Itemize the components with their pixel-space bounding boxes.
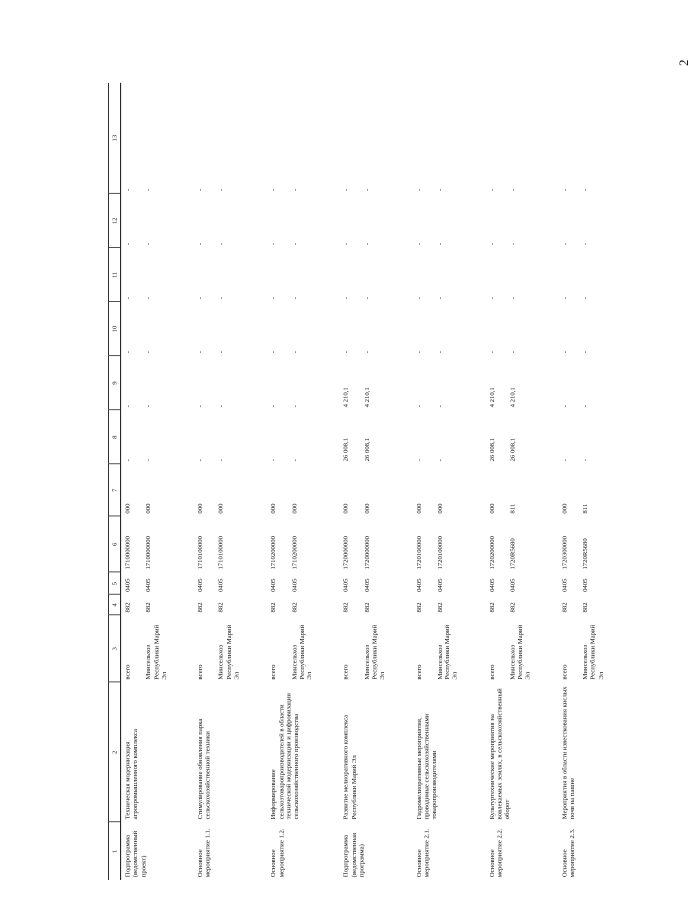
cell-col-13 bbox=[485, 83, 558, 194]
cell-value: - bbox=[144, 459, 153, 462]
column-number-7: 7 bbox=[108, 464, 120, 516]
cell-value: - bbox=[196, 351, 205, 354]
cell-value: - bbox=[144, 296, 153, 300]
cell-value: - bbox=[581, 188, 590, 192]
cell-col-4 bbox=[412, 595, 485, 616]
cell-value: - bbox=[123, 188, 132, 192]
cell-value: всего bbox=[123, 664, 132, 680]
cell-value: 1720200000 bbox=[488, 536, 496, 570]
cell-value: - bbox=[144, 188, 153, 192]
cell-col-2: Информирование сельхозтоваропроизводителей в области технической модернизации и цифровизации сельскохозяйственного производства bbox=[269, 693, 301, 820]
cell-col-4 bbox=[485, 595, 558, 616]
column-number-1: 1 bbox=[108, 822, 120, 880]
cell-col-10 bbox=[267, 302, 340, 356]
cell-col-6 bbox=[558, 516, 631, 572]
cell-value: - bbox=[415, 459, 423, 462]
cell-value: - bbox=[363, 242, 371, 246]
cell-value: 0405 bbox=[488, 578, 496, 592]
cell-value: - bbox=[415, 405, 423, 408]
table-row bbox=[485, 83, 558, 880]
cell-value: 882 bbox=[435, 602, 444, 613]
column-number-5: 5 bbox=[108, 572, 120, 594]
table-row bbox=[558, 83, 631, 880]
cell-value: 1720000000 bbox=[342, 536, 350, 570]
column-number-4: 4 bbox=[108, 595, 120, 616]
cell-value: 000 bbox=[217, 503, 225, 514]
cell-col-4 bbox=[121, 595, 194, 616]
cell-value: 0405 bbox=[290, 578, 298, 592]
cell-value: - bbox=[196, 242, 205, 246]
cell-value: 0405 bbox=[144, 578, 153, 592]
column-number-8: 8 bbox=[108, 410, 120, 464]
cell-value: - bbox=[342, 351, 350, 354]
cell-col-7 bbox=[267, 464, 340, 516]
cell-col-1: Подпрограмма (ведомственный проект) bbox=[123, 830, 147, 878]
cell-col-5 bbox=[412, 572, 485, 594]
cell-value: 0405 bbox=[196, 578, 205, 592]
cell-col-1: Подпрограмма (ведомственная программа) bbox=[342, 832, 366, 878]
cell-value: 26 008,1 bbox=[508, 437, 517, 462]
column-number-13: 13 bbox=[108, 83, 120, 194]
cell-value: 0405 bbox=[123, 578, 132, 592]
cell-value: всего bbox=[415, 664, 423, 680]
cell-value: 1710100000 bbox=[196, 536, 205, 570]
cell-value: 000 bbox=[415, 503, 423, 514]
cell-value: Минсельхоз Республики Марий Эл bbox=[508, 624, 532, 680]
cell-value: - bbox=[290, 242, 298, 246]
cell-value: 882 bbox=[290, 602, 298, 613]
cell-value: 1720100000 bbox=[415, 536, 423, 570]
column-number-row bbox=[108, 83, 120, 880]
cell-value: Минсельхоз Республики Марий Эл bbox=[290, 624, 314, 680]
cell-col-6 bbox=[340, 516, 413, 572]
cell-col-8 bbox=[485, 410, 558, 464]
cell-value: 4 210,1 bbox=[363, 387, 371, 408]
cell-value: - bbox=[435, 405, 444, 408]
cell-value: 811 bbox=[581, 503, 590, 514]
cell-value: - bbox=[217, 296, 225, 300]
cell-col-2: Гидромелиоративные мероприятия, проводимые сельскохозяйственными товаропроизводителями bbox=[415, 713, 439, 820]
cell-value: всего bbox=[269, 664, 277, 680]
cell-value: 4 210,1 bbox=[488, 387, 496, 408]
cell-col-10 bbox=[558, 302, 631, 356]
column-number-2: 2 bbox=[108, 682, 120, 822]
cell-value: - bbox=[560, 296, 569, 300]
cell-col-7 bbox=[558, 464, 631, 516]
cell-value: 0405 bbox=[560, 578, 569, 592]
column-number-10: 10 bbox=[108, 302, 120, 356]
cell-value: 882 bbox=[488, 602, 496, 613]
cell-value: - bbox=[290, 188, 298, 192]
cell-value: 4 210,1 bbox=[508, 387, 517, 408]
cell-value: - bbox=[290, 296, 298, 300]
cell-col-9 bbox=[267, 356, 340, 410]
cell-col-2: Развитие мелиоративного комплекса Республики Марий Эл bbox=[342, 714, 358, 820]
cell-col-5 bbox=[121, 572, 194, 594]
cell-value: 882 bbox=[581, 602, 590, 613]
cell-value: 4 210,1 bbox=[342, 387, 350, 408]
cell-value: 000 bbox=[123, 503, 132, 514]
cell-value: - bbox=[290, 405, 298, 408]
cell-col-13 bbox=[340, 83, 413, 194]
table-row bbox=[412, 83, 485, 880]
cell-col-9 bbox=[412, 356, 485, 410]
cell-value: 1720300000 bbox=[560, 536, 569, 570]
cell-col-2: Стимулирование обновления парка сельскохозяйственной техники bbox=[196, 718, 212, 820]
cell-value: - bbox=[581, 242, 590, 246]
cell-value: 000 bbox=[144, 503, 153, 514]
cell-value: 1720100000 bbox=[435, 536, 444, 570]
cell-col-13 bbox=[558, 83, 631, 194]
cell-col-5 bbox=[267, 572, 340, 594]
cell-value: - bbox=[435, 351, 444, 354]
cell-value: - bbox=[560, 459, 569, 462]
cell-col-10 bbox=[194, 302, 267, 356]
cell-value: - bbox=[363, 296, 371, 300]
cell-value: - bbox=[217, 459, 225, 462]
cell-value: 882 bbox=[217, 602, 225, 613]
cell-value: - bbox=[123, 459, 132, 462]
cell-value: 882 bbox=[415, 602, 423, 613]
cell-col-8 bbox=[558, 410, 631, 464]
cell-value: 882 bbox=[560, 602, 569, 613]
cell-col-3 bbox=[412, 615, 485, 682]
cell-value: 1720R5680 bbox=[508, 538, 517, 570]
cell-value: 882 bbox=[196, 602, 205, 613]
cell-value: - bbox=[435, 188, 444, 192]
cell-value: 0405 bbox=[363, 578, 371, 592]
cell-value: 0405 bbox=[342, 578, 350, 592]
cell-value: Минсельхоз Республики Марий Эл bbox=[363, 624, 387, 680]
budget-table-sheet bbox=[108, 83, 605, 880]
cell-value: 0405 bbox=[269, 578, 277, 592]
cell-value: всего bbox=[342, 664, 350, 680]
budget-table bbox=[108, 83, 631, 880]
cell-value: - bbox=[363, 351, 371, 354]
cell-col-10 bbox=[412, 302, 485, 356]
cell-value: 882 bbox=[508, 602, 517, 613]
cell-col-7 bbox=[412, 464, 485, 516]
cell-value: 882 bbox=[123, 602, 132, 613]
cell-col-1: Основное мероприятие 2.3. bbox=[560, 828, 577, 878]
cell-col-3 bbox=[194, 615, 267, 682]
cell-col-11 bbox=[558, 248, 631, 302]
cell-col-1: Основное мероприятие 1.2. bbox=[269, 828, 285, 878]
cell-value: 882 bbox=[342, 602, 350, 613]
cell-col-7 bbox=[485, 464, 558, 516]
cell-col-2: Техническая модернизация агропромышленного комплекса bbox=[123, 729, 140, 820]
cell-value: 1710200000 bbox=[269, 536, 277, 570]
cell-value: 000 bbox=[269, 503, 277, 514]
cell-col-6 bbox=[412, 516, 485, 572]
cell-value: - bbox=[123, 242, 132, 246]
cell-col-8 bbox=[194, 410, 267, 464]
cell-col-9 bbox=[558, 356, 631, 410]
cell-value: - bbox=[415, 351, 423, 354]
cell-value: - bbox=[508, 351, 517, 354]
cell-value: 1710000000 bbox=[144, 536, 153, 570]
cell-value: - bbox=[217, 351, 225, 354]
cell-value: - bbox=[488, 188, 496, 192]
cell-value: - bbox=[363, 188, 371, 192]
cell-col-8 bbox=[412, 410, 485, 464]
cell-value: - bbox=[415, 296, 423, 300]
cell-col-11 bbox=[267, 248, 340, 302]
cell-col-7 bbox=[194, 464, 267, 516]
cell-col-11 bbox=[121, 248, 194, 302]
cell-value: - bbox=[488, 351, 496, 354]
column-number-11: 11 bbox=[108, 248, 120, 302]
cell-col-3 bbox=[558, 615, 631, 682]
cell-col-13 bbox=[267, 83, 340, 194]
cell-col-5 bbox=[558, 572, 631, 594]
cell-value: - bbox=[123, 296, 132, 300]
cell-value: - bbox=[488, 242, 496, 246]
cell-col-8 bbox=[340, 410, 413, 464]
cell-col-9 bbox=[485, 356, 558, 410]
cell-col-3 bbox=[121, 615, 194, 682]
cell-col-6 bbox=[267, 516, 340, 572]
cell-col-2: Мероприятия в области известкования кислых почв на пашне bbox=[560, 686, 577, 820]
cell-col-6 bbox=[121, 516, 194, 572]
table-row bbox=[194, 83, 267, 880]
cell-value: - bbox=[123, 351, 132, 354]
cell-value: - bbox=[435, 242, 444, 246]
cell-value: 000 bbox=[560, 503, 569, 514]
cell-col-6 bbox=[485, 516, 558, 572]
cell-value: - bbox=[435, 459, 444, 462]
cell-col-11 bbox=[412, 248, 485, 302]
cell-value: - bbox=[581, 296, 590, 300]
cell-col-9 bbox=[194, 356, 267, 410]
cell-value: - bbox=[508, 296, 517, 300]
cell-value: - bbox=[144, 242, 153, 246]
cell-value: - bbox=[269, 188, 277, 192]
cell-col-8 bbox=[267, 410, 340, 464]
cell-col-5 bbox=[194, 572, 267, 594]
cell-value: - bbox=[415, 188, 423, 192]
cell-col-12 bbox=[267, 194, 340, 248]
cell-value: - bbox=[196, 459, 205, 462]
cell-value: 1710000000 bbox=[123, 536, 132, 570]
page-number: 2 bbox=[676, 59, 691, 66]
cell-col-10 bbox=[340, 302, 413, 356]
cell-col-13 bbox=[194, 83, 267, 194]
cell-value: - bbox=[290, 351, 298, 354]
cell-value: всего bbox=[196, 664, 205, 680]
cell-value: - bbox=[290, 459, 298, 462]
cell-value: 26 008,1 bbox=[342, 437, 350, 462]
cell-col-7 bbox=[340, 464, 413, 516]
cell-col-11 bbox=[340, 248, 413, 302]
cell-col-13 bbox=[412, 83, 485, 194]
cell-col-2: Культуртехнические мероприятия на вовлекаемых землях, в сельскохозяйственный оборот bbox=[488, 688, 511, 820]
cell-value: - bbox=[269, 242, 277, 246]
cell-value: 000 bbox=[290, 503, 298, 514]
cell-value: - bbox=[581, 459, 590, 462]
table-row bbox=[340, 83, 413, 880]
cell-value: - bbox=[560, 242, 569, 246]
cell-value: - bbox=[415, 242, 423, 246]
cell-value: 882 bbox=[269, 602, 277, 613]
cell-value: 882 bbox=[144, 602, 153, 613]
cell-col-8 bbox=[121, 410, 194, 464]
cell-value: 0405 bbox=[581, 578, 590, 592]
cell-value: Минсельхоз Республики Марий Эл bbox=[435, 624, 459, 680]
cell-value: 1720R5680 bbox=[581, 538, 590, 570]
cell-col-5 bbox=[485, 572, 558, 594]
cell-col-12 bbox=[194, 194, 267, 248]
cell-col-1: Основное мероприятие 1.1. bbox=[196, 828, 212, 878]
column-number-9: 9 bbox=[108, 356, 120, 410]
cell-value: всего bbox=[560, 664, 569, 680]
cell-col-11 bbox=[194, 248, 267, 302]
cell-value: 26 008,1 bbox=[488, 437, 496, 462]
cell-value: 1710100000 bbox=[217, 536, 225, 570]
cell-value: 000 bbox=[363, 503, 371, 514]
table-row bbox=[267, 83, 340, 880]
column-number-3: 3 bbox=[108, 615, 120, 682]
cell-col-12 bbox=[485, 194, 558, 248]
cell-value: - bbox=[581, 405, 590, 408]
cell-value: - bbox=[144, 405, 153, 408]
cell-value: всего bbox=[488, 664, 496, 680]
cell-value: - bbox=[269, 405, 277, 408]
cell-col-3 bbox=[485, 615, 558, 682]
cell-col-7 bbox=[121, 464, 194, 516]
cell-value: Минсельхоз Республики Марий Эл bbox=[217, 624, 241, 680]
cell-col-13 bbox=[121, 83, 194, 194]
cell-value: - bbox=[435, 296, 444, 300]
cell-value: - bbox=[217, 188, 225, 192]
cell-value: 0405 bbox=[415, 578, 423, 592]
cell-value: 1720000000 bbox=[363, 536, 371, 570]
cell-value: - bbox=[269, 459, 277, 462]
cell-value: - bbox=[196, 188, 205, 192]
cell-col-9 bbox=[340, 356, 413, 410]
cell-value: 1710200000 bbox=[290, 536, 298, 570]
cell-col-4 bbox=[340, 595, 413, 616]
cell-value: - bbox=[342, 242, 350, 246]
cell-col-12 bbox=[412, 194, 485, 248]
cell-col-1: Основное мероприятие 2.1. bbox=[415, 828, 431, 878]
cell-col-4 bbox=[194, 595, 267, 616]
cell-value: - bbox=[217, 242, 225, 246]
cell-value: 882 bbox=[363, 602, 371, 613]
cell-value: - bbox=[269, 296, 277, 300]
cell-col-3 bbox=[267, 615, 340, 682]
cell-value: Минсельхоз Республики Марий Эл bbox=[581, 624, 605, 680]
cell-value: 000 bbox=[342, 503, 350, 514]
cell-value: 000 bbox=[435, 503, 444, 514]
column-number-12: 12 bbox=[108, 194, 120, 248]
cell-value: 000 bbox=[488, 503, 496, 514]
cell-value: 0405 bbox=[217, 578, 225, 592]
cell-col-12 bbox=[340, 194, 413, 248]
cell-value: - bbox=[560, 405, 569, 408]
cell-value: 0405 bbox=[435, 578, 444, 592]
cell-value: - bbox=[144, 351, 153, 354]
cell-value: 26 008,1 bbox=[363, 437, 371, 462]
cell-col-10 bbox=[485, 302, 558, 356]
cell-col-4 bbox=[558, 595, 631, 616]
cell-value: - bbox=[488, 296, 496, 300]
cell-value: 0405 bbox=[508, 578, 517, 592]
cell-value: - bbox=[217, 405, 225, 408]
cell-value: 811 bbox=[508, 503, 517, 514]
cell-value: - bbox=[508, 242, 517, 246]
column-number-6: 6 bbox=[108, 516, 120, 572]
cell-value: - bbox=[508, 188, 517, 192]
table-body bbox=[121, 83, 631, 880]
cell-col-6 bbox=[194, 516, 267, 572]
cell-col-3 bbox=[340, 615, 413, 682]
cell-value: Минсельхоз Республики Марий Эл bbox=[144, 624, 168, 680]
cell-value: - bbox=[342, 296, 350, 300]
cell-value: - bbox=[123, 405, 132, 408]
table-row bbox=[121, 83, 194, 880]
cell-col-5 bbox=[340, 572, 413, 594]
cell-value: - bbox=[196, 405, 205, 408]
cell-value: - bbox=[560, 188, 569, 192]
cell-value: - bbox=[196, 296, 205, 300]
cell-col-1: Основное мероприятие 2.2. bbox=[488, 828, 504, 878]
cell-col-11 bbox=[485, 248, 558, 302]
cell-value: - bbox=[581, 351, 590, 354]
cell-value: - bbox=[269, 351, 277, 354]
cell-col-12 bbox=[121, 194, 194, 248]
cell-value: 000 bbox=[196, 503, 205, 514]
cell-col-12 bbox=[558, 194, 631, 248]
cell-col-9 bbox=[121, 356, 194, 410]
cell-col-4 bbox=[267, 595, 340, 616]
cell-value: - bbox=[560, 351, 569, 354]
cell-col-10 bbox=[121, 302, 194, 356]
cell-value: - bbox=[342, 188, 350, 192]
